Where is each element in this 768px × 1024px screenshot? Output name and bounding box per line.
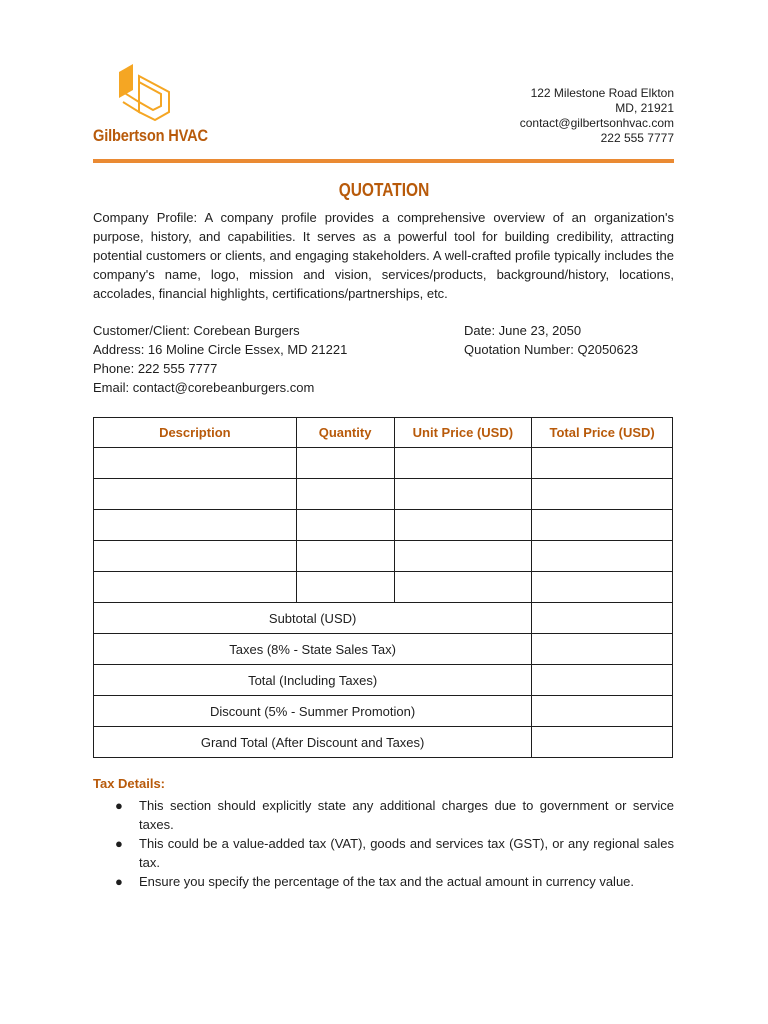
company-address-line1: 122 Milestone Road Elkton bbox=[530, 86, 674, 100]
table-row bbox=[94, 541, 673, 572]
grand-total-value[interactable] bbox=[532, 727, 673, 758]
tax-bullet-text: This section should explicitly state any additional charges due to government or service taxes. bbox=[139, 798, 674, 832]
table-cell[interactable] bbox=[532, 572, 673, 603]
total-value[interactable] bbox=[532, 665, 673, 696]
table-cell[interactable] bbox=[296, 510, 394, 541]
tax-bullet-text: Ensure you specify the percentage of the tax and the actual amount in currency value. bbox=[139, 874, 635, 889]
document-title: QUOTATION bbox=[338, 180, 430, 200]
bullet-icon: ● bbox=[115, 874, 123, 889]
summary-row-discount bbox=[94, 696, 673, 727]
summary-row-grand-total bbox=[94, 727, 673, 758]
client-name: Customer/Client: Corebean Burgers bbox=[93, 323, 300, 338]
total-label: Total (Including Taxes) bbox=[94, 665, 532, 696]
client-address: Address: 16 Moline Circle Essex, MD 21221 bbox=[93, 342, 348, 357]
company-email: contact@gilbertsonhvac.com bbox=[519, 116, 674, 130]
summary-row-taxes bbox=[94, 634, 673, 665]
discount-label: Discount (5% - Summer Promotion) bbox=[94, 696, 532, 727]
table-cell[interactable] bbox=[394, 510, 532, 541]
discount-value[interactable] bbox=[532, 696, 673, 727]
grand-total-label: Grand Total (After Discount and Taxes) bbox=[94, 727, 532, 758]
table-cell[interactable] bbox=[94, 541, 297, 572]
table-cell[interactable] bbox=[394, 541, 532, 572]
client-info bbox=[93, 321, 347, 397]
quotation-table bbox=[93, 417, 673, 758]
table-row bbox=[94, 479, 673, 510]
table-row bbox=[94, 572, 673, 603]
table-cell[interactable] bbox=[94, 448, 297, 479]
table-cell[interactable] bbox=[296, 448, 394, 479]
list-item bbox=[93, 796, 674, 834]
quote-info bbox=[464, 321, 638, 359]
table-cell[interactable] bbox=[296, 541, 394, 572]
cube-logo-icon bbox=[117, 62, 171, 124]
client-phone: Phone: 222 555 7777 bbox=[93, 361, 218, 376]
subtotal-value[interactable] bbox=[532, 603, 673, 634]
list-item bbox=[93, 872, 674, 891]
taxes-value[interactable] bbox=[532, 634, 673, 665]
company-phone: 222 555 7777 bbox=[600, 131, 674, 145]
table-cell[interactable] bbox=[94, 510, 297, 541]
company-logo bbox=[93, 62, 233, 152]
table-cell[interactable] bbox=[296, 572, 394, 603]
bullet-icon: ● bbox=[115, 836, 123, 851]
table-cell[interactable] bbox=[532, 510, 673, 541]
table-cell[interactable] bbox=[394, 479, 532, 510]
list-item bbox=[93, 834, 674, 872]
header-divider bbox=[93, 159, 674, 163]
company-address-line2: MD, 21921 bbox=[615, 101, 674, 115]
table-cell[interactable] bbox=[394, 448, 532, 479]
tax-bullet-text: This could be a value-added tax (VAT), goods and services tax (GST), or any regional sales tax. bbox=[139, 836, 674, 870]
company-contact bbox=[520, 86, 674, 146]
table-cell[interactable] bbox=[532, 541, 673, 572]
tax-details-title: Tax Details: bbox=[93, 776, 166, 791]
header-quantity: Quantity bbox=[296, 418, 394, 448]
summary-row-total bbox=[94, 665, 673, 696]
company-profile: Company Profile: A company profile provides a comprehensive overview of an organization's purpose, history, and capabilities. It serves as a powerful tool for building credibility, attracting potential customers or clients, and engaging stakeholders. A well-crafted profile typically includes the company's name, logo, mission and vision, services/products, background/history, locations, accolades, financial highlights, certifications/partnerships, etc. bbox=[93, 210, 674, 301]
table-header-row bbox=[94, 418, 673, 448]
table-row bbox=[94, 448, 673, 479]
table-row bbox=[94, 510, 673, 541]
header-total-price: Total Price (USD) bbox=[532, 418, 673, 448]
table-cell[interactable] bbox=[394, 572, 532, 603]
company-name: Gilbertson HVAC bbox=[93, 126, 208, 145]
subtotal-label: Subtotal (USD) bbox=[94, 603, 532, 634]
summary-row-subtotal bbox=[94, 603, 673, 634]
table-cell[interactable] bbox=[94, 479, 297, 510]
header-description: Description bbox=[94, 418, 297, 448]
table-cell[interactable] bbox=[532, 479, 673, 510]
table-cell[interactable] bbox=[94, 572, 297, 603]
tax-details-list bbox=[93, 796, 674, 891]
client-email: Email: contact@corebeanburgers.com bbox=[93, 380, 315, 395]
taxes-label: Taxes (8% - State Sales Tax) bbox=[94, 634, 532, 665]
header-unit-price: Unit Price (USD) bbox=[394, 418, 532, 448]
quote-date: Date: June 23, 2050 bbox=[464, 323, 582, 338]
table-cell[interactable] bbox=[296, 479, 394, 510]
bullet-icon: ● bbox=[115, 798, 123, 813]
table-cell[interactable] bbox=[532, 448, 673, 479]
quote-number: Quotation Number: Q2050623 bbox=[464, 342, 639, 357]
